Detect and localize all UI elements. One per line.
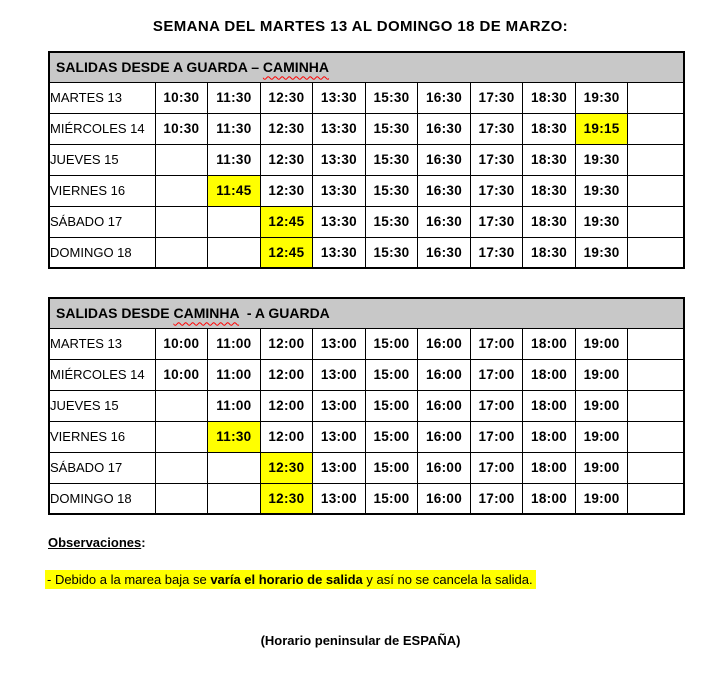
time-cell: 15:00 [365,390,418,421]
empty-cell [155,421,208,452]
highlighted-time-cell: 12:45 [260,237,313,268]
time-cell: 13:30 [313,144,366,175]
empty-cell [208,483,261,514]
time-cell: 10:30 [155,82,208,113]
time-cell: 13:30 [313,113,366,144]
day-label-cell: VIERNES 16 [49,175,155,206]
empty-cell [628,328,684,359]
empty-cell [155,483,208,514]
day-label-cell: MIÉRCOLES 14 [49,359,155,390]
time-cell: 19:30 [575,144,628,175]
empty-cell [155,390,208,421]
time-cell: 11:30 [208,144,261,175]
document-page [0,18,721,648]
time-cell: 18:00 [523,390,576,421]
time-cell: 12:30 [260,144,313,175]
schedule-row [49,82,684,113]
time-cell: 13:30 [313,175,366,206]
day-label-cell: MIÉRCOLES 14 [49,113,155,144]
time-cell: 13:30 [313,82,366,113]
time-cell: 16:00 [418,328,471,359]
time-cell: 17:30 [470,237,523,268]
time-cell: 15:30 [365,237,418,268]
empty-cell [155,452,208,483]
time-cell: 17:30 [470,144,523,175]
time-cell: 18:00 [523,328,576,359]
time-cell: 13:00 [313,390,366,421]
empty-cell [208,237,261,268]
time-cell: 19:30 [575,175,628,206]
time-cell: 18:30 [523,175,576,206]
table-title-suffix: - A GUARDA [239,305,330,322]
time-cell: 17:30 [470,206,523,237]
time-cell: 15:30 [365,82,418,113]
time-cell: 19:00 [575,328,628,359]
time-cell: 17:00 [470,483,523,514]
schedule-row [49,175,684,206]
empty-cell [628,113,684,144]
time-cell: 15:30 [365,175,418,206]
empty-cell [628,390,684,421]
empty-cell [628,359,684,390]
empty-cell [155,144,208,175]
time-cell: 15:30 [365,206,418,237]
table-header-cell [49,52,684,82]
time-cell: 10:00 [155,359,208,390]
empty-cell [628,421,684,452]
time-cell: 16:30 [418,144,471,175]
time-cell: 17:30 [470,175,523,206]
time-cell: 16:00 [418,452,471,483]
schedule-row [49,483,684,514]
note-pre: - Debido a la marea baja se [47,572,211,587]
time-cell: 13:00 [313,359,366,390]
observaciones-label: Observaciones [48,535,142,550]
schedule-row [49,452,684,483]
highlighted-time-cell: 11:45 [208,175,261,206]
time-cell: 19:00 [575,359,628,390]
empty-cell [628,144,684,175]
time-cell: 17:30 [470,82,523,113]
time-cell: 15:00 [365,359,418,390]
highlighted-time-cell: 19:15 [575,113,628,144]
highlighted-time-cell: 12:30 [260,483,313,514]
table-title-prefix: SALIDAS DESDE A GUARDA – [56,59,263,76]
time-cell: 18:30 [523,144,576,175]
time-cell: 18:00 [523,359,576,390]
schedule-row [49,359,684,390]
time-cell: 13:00 [313,452,366,483]
empty-cell [628,237,684,268]
time-cell: 16:00 [418,390,471,421]
empty-cell [208,452,261,483]
time-cell: 12:30 [260,175,313,206]
time-cell: 19:30 [575,206,628,237]
time-cell: 10:30 [155,113,208,144]
time-cell: 13:00 [313,328,366,359]
note-post: y así no se cancela la salida. [362,572,533,587]
time-cell: 11:30 [208,113,261,144]
empty-cell [628,206,684,237]
time-cell: 13:00 [313,421,366,452]
time-cell: 15:30 [365,144,418,175]
time-cell: 12:00 [260,359,313,390]
time-cell: 12:30 [260,113,313,144]
time-cell: 16:30 [418,206,471,237]
time-cell: 18:30 [523,113,576,144]
empty-cell [628,175,684,206]
table-header-row [49,298,684,328]
time-cell: 16:00 [418,421,471,452]
highlighted-time-cell: 12:45 [260,206,313,237]
table-title-misspelled-word: CAMINHA [262,59,330,76]
time-cell: 19:30 [575,82,628,113]
time-cell: 15:00 [365,421,418,452]
day-label-cell: VIERNES 16 [49,421,155,452]
time-cell: 17:00 [470,328,523,359]
day-label-cell: MARTES 13 [49,328,155,359]
time-cell: 16:30 [418,175,471,206]
page-title: SEMANA DEL MARTES 13 AL DOMINGO 18 DE MARZO: [152,18,569,35]
observaciones-heading [48,535,721,550]
time-cell: 12:00 [260,390,313,421]
table-header-row [49,52,684,82]
note-bold: varía el horario de salida [210,572,363,587]
schedule-row [49,390,684,421]
empty-cell [155,206,208,237]
time-cell: 16:00 [418,483,471,514]
footer-note: (Horario peninsular de ESPAÑA) [260,632,461,648]
schedule-row [49,206,684,237]
time-cell: 15:30 [365,113,418,144]
day-label-cell: DOMINGO 18 [49,483,155,514]
schedule-row [49,113,684,144]
time-cell: 17:00 [470,421,523,452]
time-cell: 18:00 [523,421,576,452]
time-cell: 15:00 [365,328,418,359]
day-label-cell: SÁBADO 17 [49,452,155,483]
time-cell: 18:30 [523,82,576,113]
time-cell: 15:00 [365,483,418,514]
schedule-row [49,421,684,452]
time-cell: 19:00 [575,421,628,452]
time-cell: 18:00 [523,483,576,514]
time-cell: 11:00 [208,390,261,421]
highlighted-time-cell: 11:30 [208,421,261,452]
time-cell: 13:00 [313,483,366,514]
time-cell: 18:30 [523,237,576,268]
time-cell: 15:00 [365,452,418,483]
empty-cell [628,483,684,514]
time-cell: 18:00 [523,452,576,483]
day-label-cell: JUEVES 15 [49,390,155,421]
time-cell: 16:30 [418,82,471,113]
time-cell: 12:30 [260,82,313,113]
observaciones-colon: : [141,535,146,550]
time-cell: 17:00 [470,390,523,421]
time-cell: 17:00 [470,452,523,483]
day-label-cell: JUEVES 15 [49,144,155,175]
time-cell: 12:00 [260,328,313,359]
departures-table-caminha-aguarda [48,297,685,515]
time-cell: 13:30 [313,237,366,268]
time-cell: 19:00 [575,390,628,421]
time-cell: 11:00 [208,359,261,390]
time-cell: 13:30 [313,206,366,237]
table-title-prefix: SALIDAS DESDE [56,305,174,322]
table-title-misspelled-word: CAMINHA [173,305,240,322]
time-cell: 16:30 [418,237,471,268]
time-cell: 16:00 [418,359,471,390]
highlighted-time-cell: 12:30 [260,452,313,483]
time-cell: 17:30 [470,113,523,144]
schedule-row [49,328,684,359]
time-cell: 11:30 [208,82,261,113]
time-cell: 17:00 [470,359,523,390]
table-header-cell [49,298,684,328]
empty-cell [208,206,261,237]
time-cell: 19:30 [575,237,628,268]
empty-cell [628,82,684,113]
empty-cell [628,452,684,483]
time-cell: 19:00 [575,452,628,483]
note-line [45,572,721,589]
highlighted-note [45,570,536,589]
departures-table-aguarda-caminha [48,51,685,269]
time-cell: 19:00 [575,483,628,514]
day-label-cell: DOMINGO 18 [49,237,155,268]
day-label-cell: MARTES 13 [49,82,155,113]
time-cell: 18:30 [523,206,576,237]
empty-cell [155,175,208,206]
time-cell: 12:00 [260,421,313,452]
time-cell: 10:00 [155,328,208,359]
schedule-row [49,144,684,175]
schedule-row [49,237,684,268]
time-cell: 11:00 [208,328,261,359]
day-label-cell: SÁBADO 17 [49,206,155,237]
time-cell: 16:30 [418,113,471,144]
empty-cell [155,237,208,268]
